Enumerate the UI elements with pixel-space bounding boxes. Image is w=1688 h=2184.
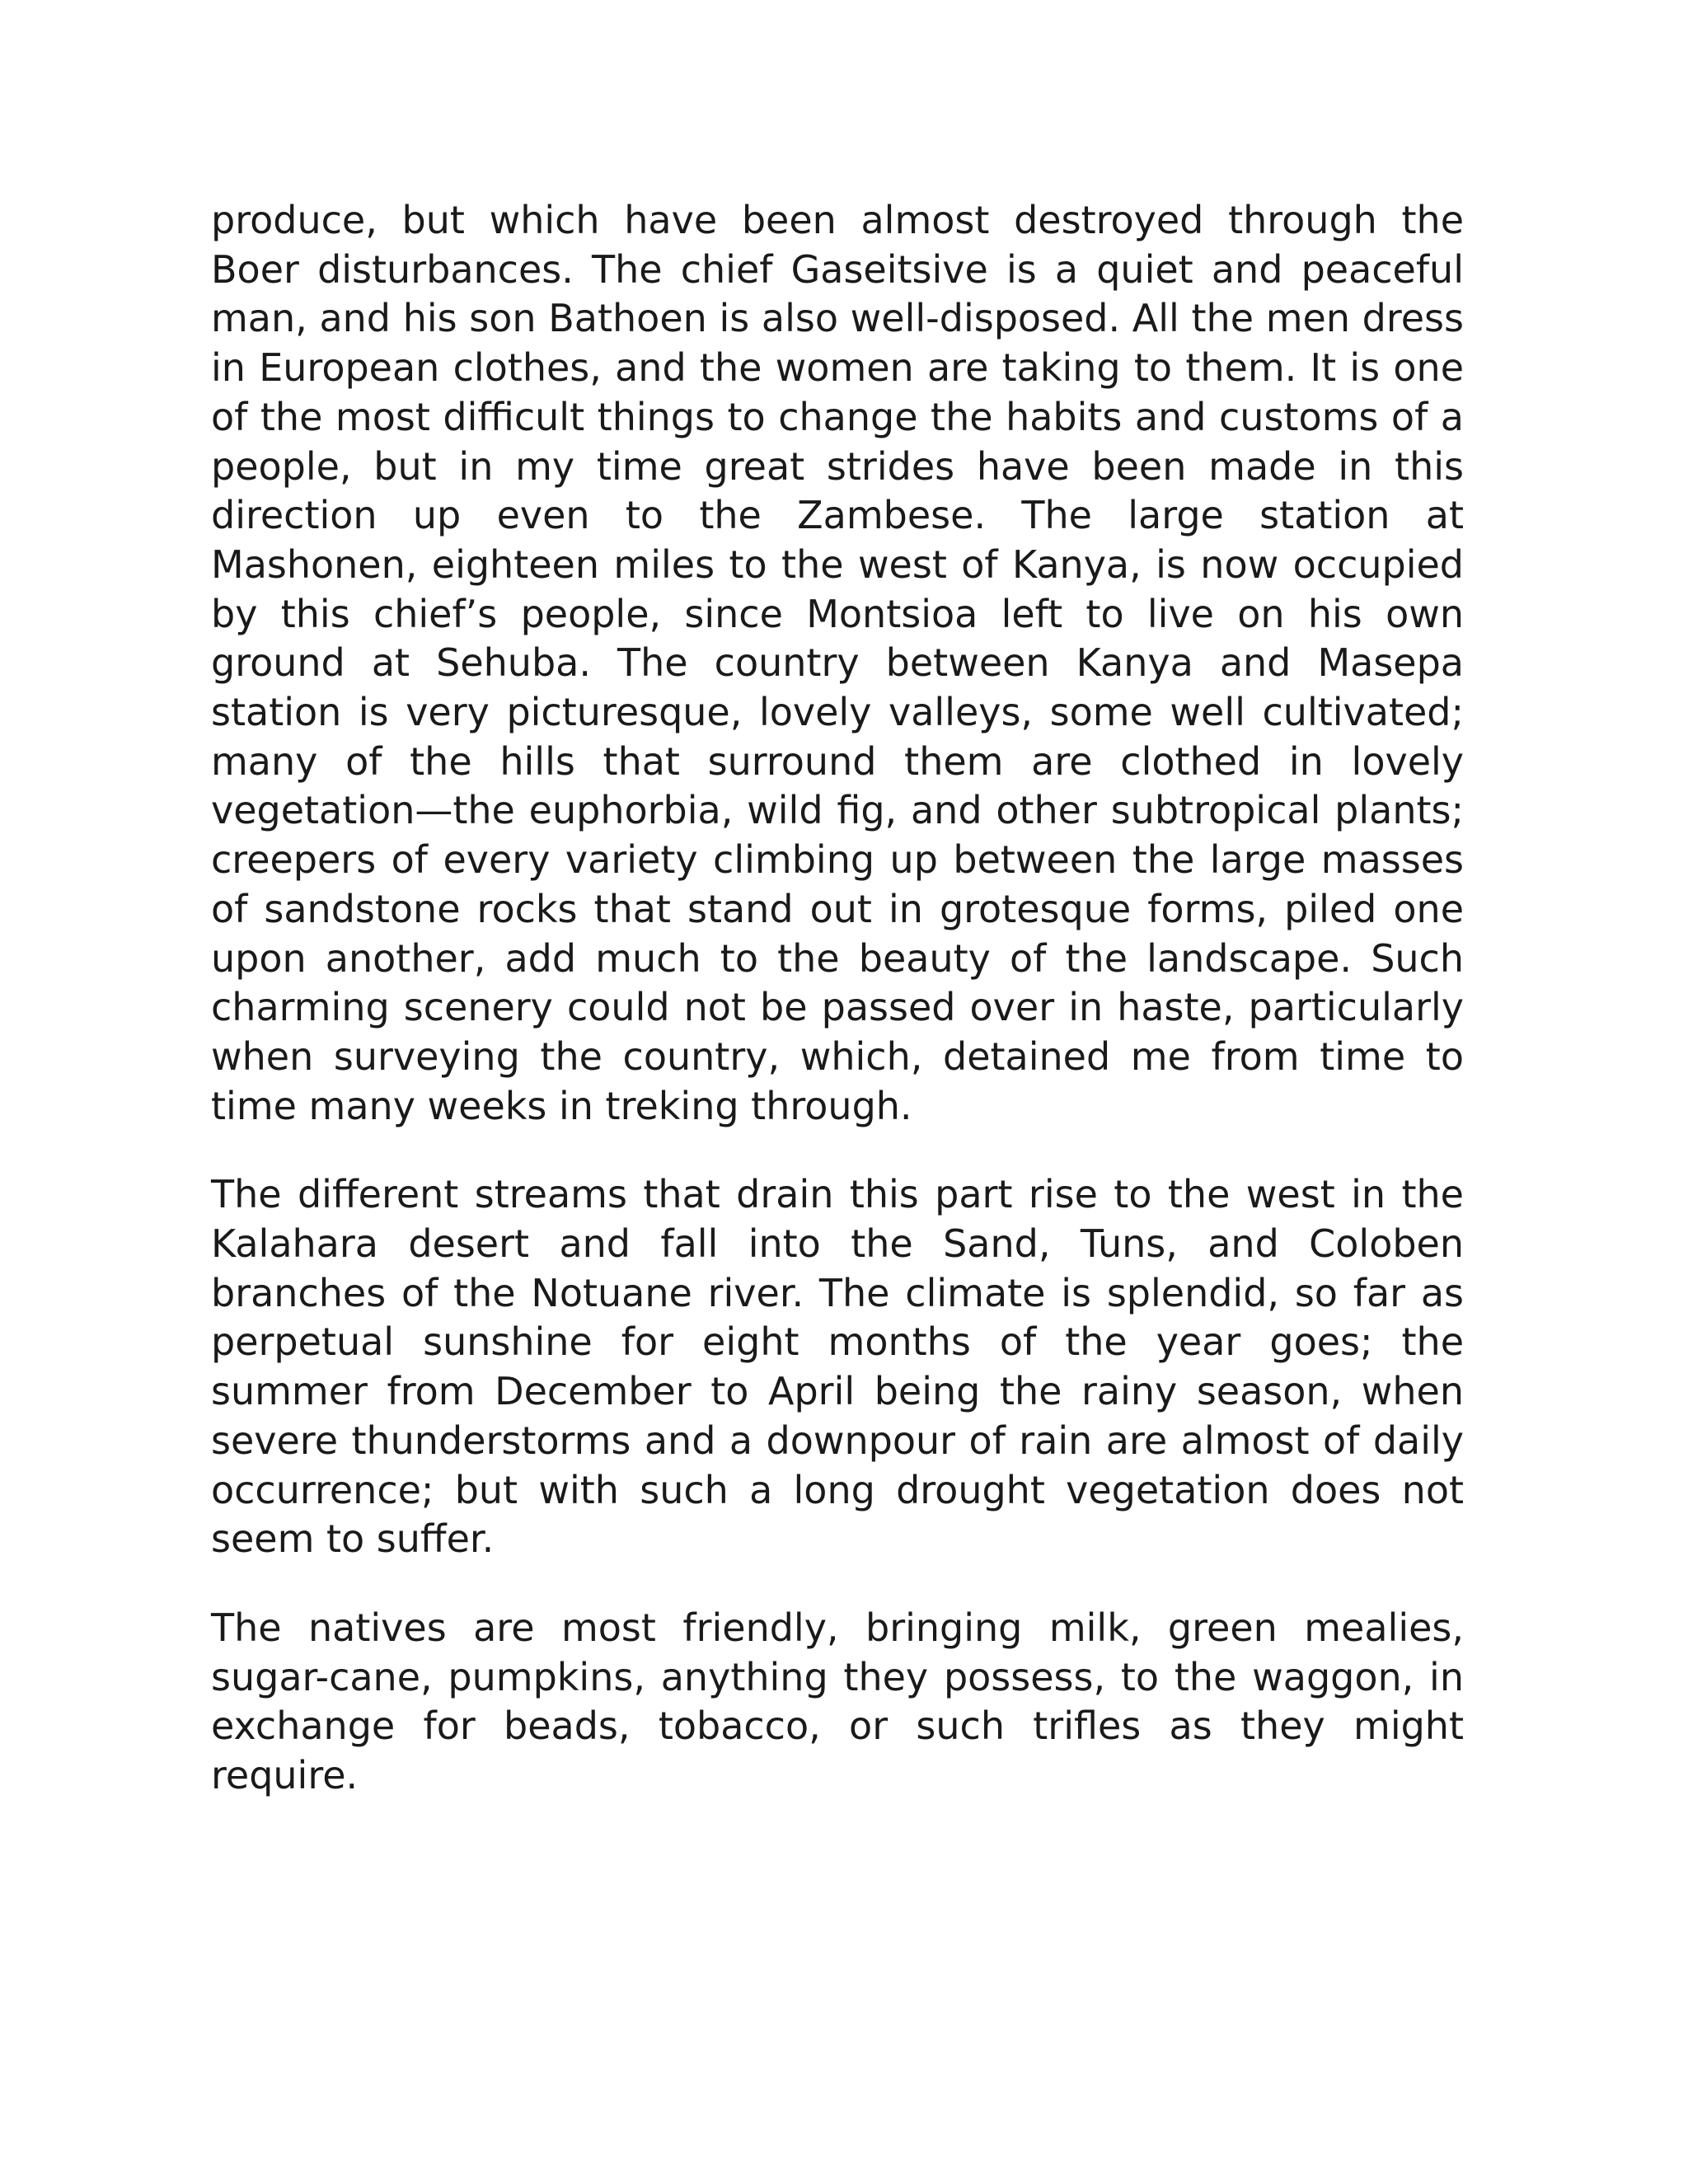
paragraph-2: The different streams that drain this part rise to the west in the Kalahara desert and fall into the Sand, Tuns, and Coloben branches of the Notuane river. The climate is splendid, so far as perpetual sunshine for eight months of the year goes; the summer from December to April being the rainy season, when severe thunderstorms and a downpour of rain are almost of daily occurrence; but with such a long drought vegetation does not seem to suffer. <box>211 1172 1464 1562</box>
paragraph-3: The natives are most friendly, bringing milk, green mealies, sugar-cane, pumpkins, anything they possess, to the waggon, in exchange for beads, tobacco, or such trifles as they might require. <box>211 1605 1464 1798</box>
page-body <box>211 196 1464 1840</box>
paragraph-1: produce, but which have been almost destroyed through the Boer disturbances. The chief Gaseitsive is a quiet and peaceful man, and his son Bathoen is also well-disposed. All the men dress in European clothes, and the women are taking to them. It is one of the most difficult things to change the habits and customs of a people, but in my time great strides have been made in this direction up even to the Zambese. The large station at Mashonen, eighteen miles to the west of Kanya, is now occupied by this chief’s people, since Montsioa left to live on his own ground at Sehuba. The country between Kanya and Masepa station is very picturesque, lovely valleys, some well cultivated; many of the hills that surround them are clothed in lovely vegetation—the euphorbia, wild fig, and other subtropical plants; creepers of every variety climbing up between the large masses of sandstone rocks that stand out in grotesque forms, piled one upon another, add much to the beauty of the landscape. Such charming scenery could not be passed over in haste, particularly when surveying the country, which, detained me from time to time many weeks in treking through. <box>211 198 1464 1128</box>
